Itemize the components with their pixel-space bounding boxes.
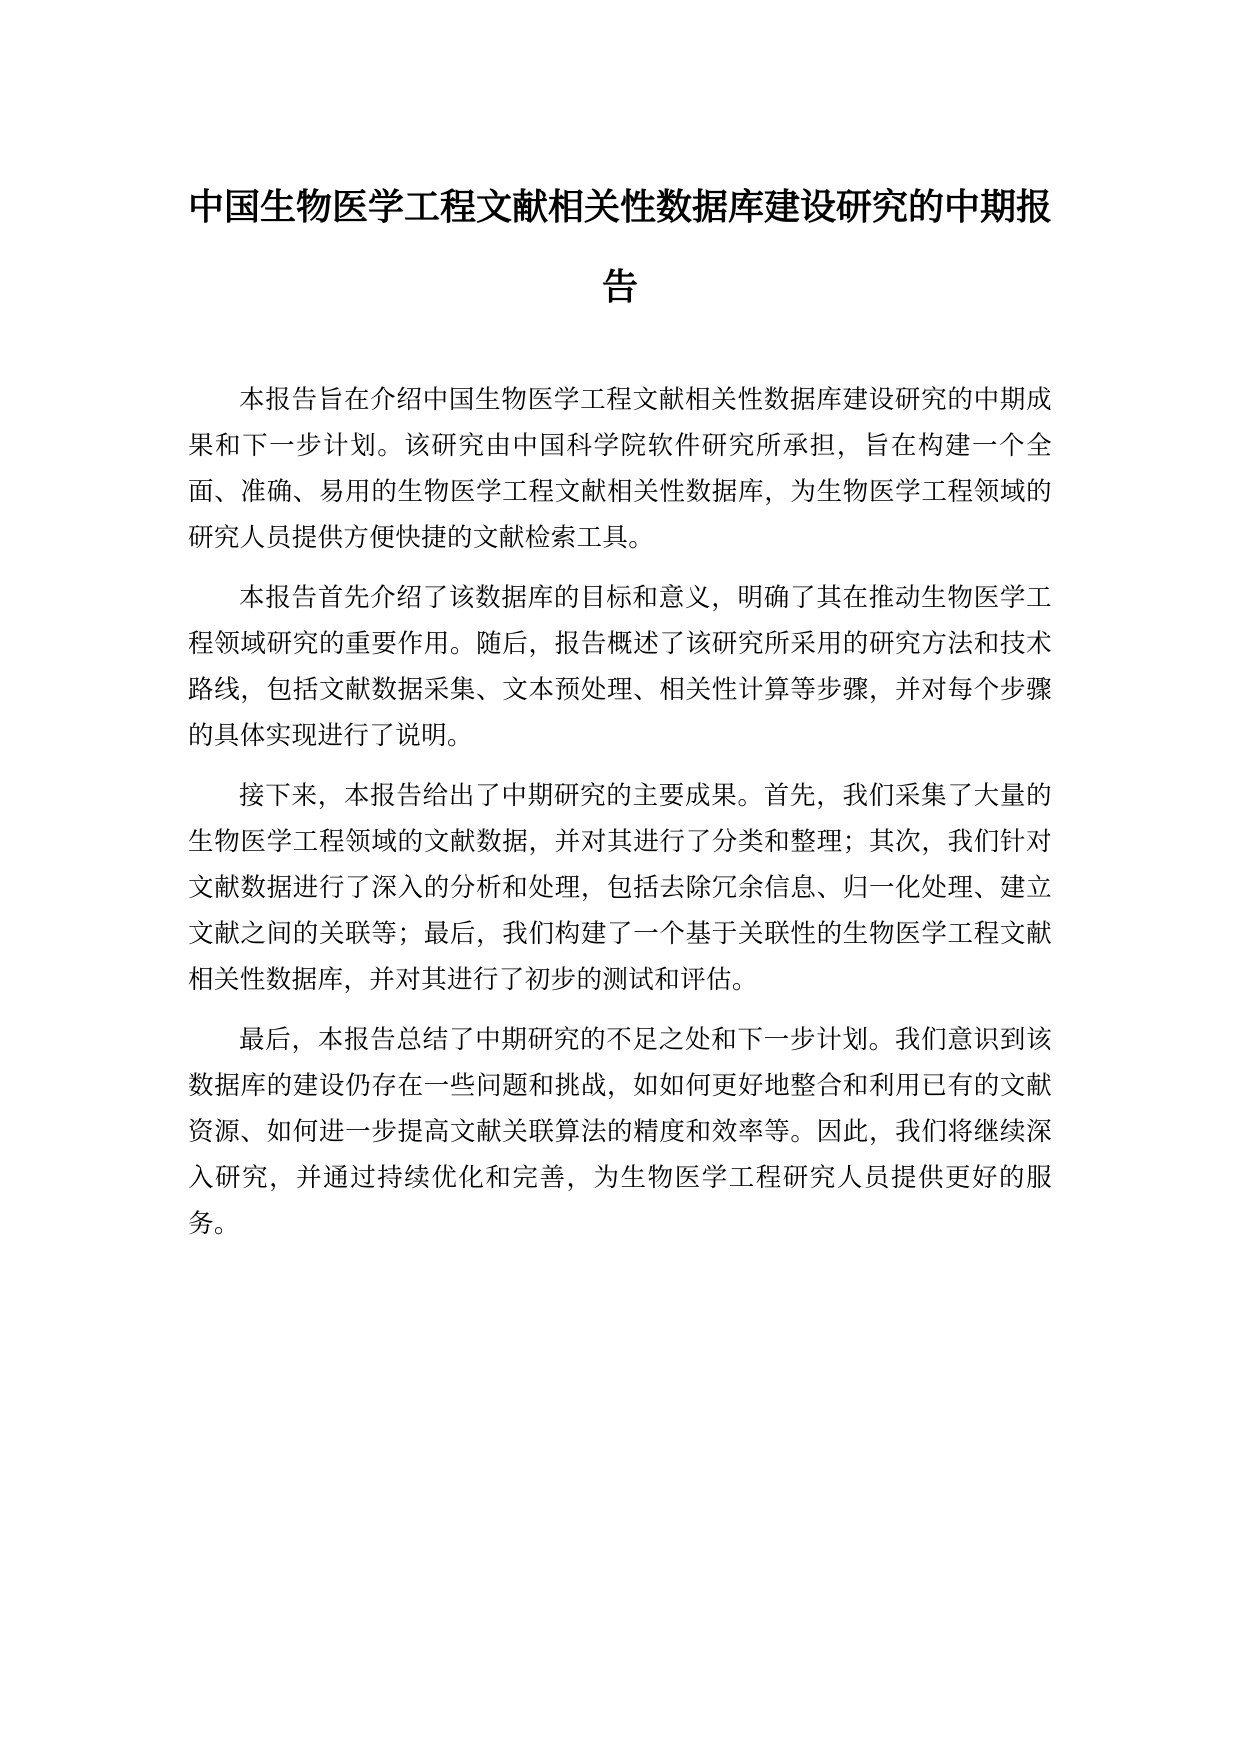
paragraph-1: 本报告旨在介绍中国生物医学工程文献相关性数据库建设研究的中期成果和下一步计划。该研究由中国科学院软件研究所承担，旨在构建一个全面、准确、易用的生物医学工程文献相关性数据库，为生物医学工程领域的研究人员提供方便快捷的文献检索工具。 xyxy=(188,385,1052,553)
document-body xyxy=(188,377,1052,1261)
paragraph-3: 接下来，本报告给出了中期研究的主要成果。首先，我们采集了大量的生物医学工程领域的文献数据，并对其进行了分类和整理；其次，我们针对文献数据进行了深入的分析和处理，包括去除冗余信息、归一化处理、建立文献之间的关联等；最后，我们构建了一个基于关联性的生物医学工程文献相关性数据库，并对其进行了初步的测试和评估。 xyxy=(188,781,1052,995)
paragraph-2: 本报告首先介绍了该数据库的目标和意义，明确了其在推动生物医学工程领域研究的重要作用。随后，报告概述了该研究所采用的研究方法和技术路线，包括文献数据采集、文本预处理、相关性计算等步骤，并对每个步骤的具体实现进行了说明。 xyxy=(188,583,1052,751)
document-title: 中国生物医学工程文献相关性数据库建设研究的中期报告 xyxy=(188,187,1053,308)
paragraph-4: 最后，本报告总结了中期研究的不足之处和下一步计划。我们意识到该数据库的建设仍存在一些问题和挑战，如如何更好地整合和利用已有的文献资源、如何进一步提高文献关联算法的精度和效率等。因此，我们将继续深入研究，并通过持续优化和完善，为生物医学工程研究人员提供更好的服务。 xyxy=(188,1025,1052,1239)
